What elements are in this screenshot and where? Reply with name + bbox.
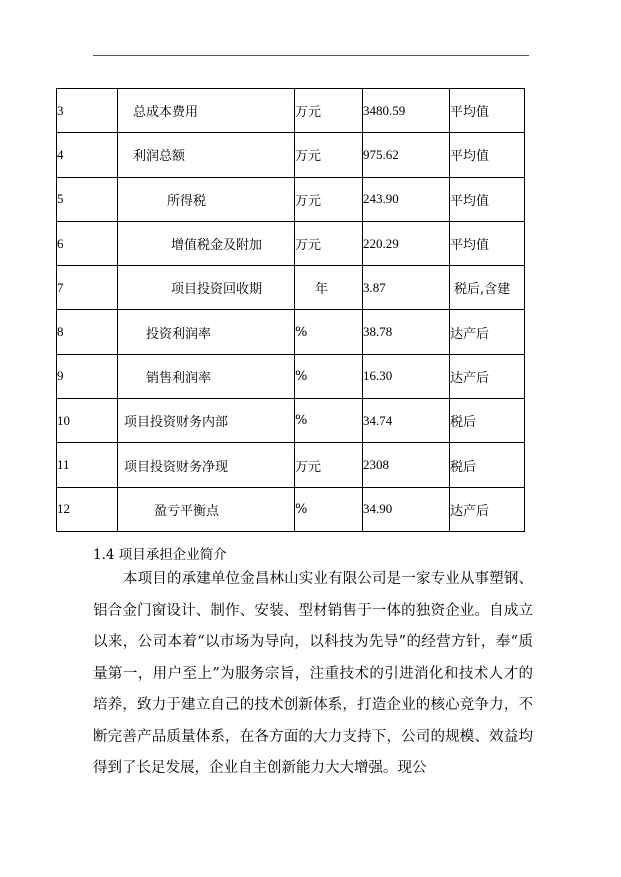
header-rule (93, 55, 529, 56)
row-number: 4 (57, 133, 118, 177)
table-row (57, 266, 525, 310)
note: 税后 (450, 399, 525, 443)
table-row (57, 310, 525, 354)
row-number: 3 (57, 89, 118, 133)
note: 达产后 (450, 310, 525, 354)
unit: % (295, 310, 363, 354)
table-row (57, 221, 525, 265)
unit: % (295, 354, 363, 398)
item-name: 利润总额 (118, 133, 295, 177)
note: 平均值 (450, 133, 525, 177)
unit: 万元 (295, 89, 363, 133)
item-name: 项目投资财务净现 (118, 443, 295, 487)
section-heading: 1.4 项目承担企业简介 (93, 547, 227, 563)
value: 3480.59 (363, 89, 450, 133)
note: 税后,含建 (450, 266, 525, 310)
body-paragraph: 本项目的承建单位金昌林山实业有限公司是一家专业从事塑钢、铝合金门窗设计、制作、安装、型材销售于一体的独资企业。自成立以来，公司本着“以市场为导向，以科技为先导”的经营方针，奉“质量第一，用户至上”为服务宗旨，注重技术的引进消化和技术人才的培养，致力于建立自己的技术创新体系，打造企业的核心竞争力，不断完善产品质量体系，在各方面的大力支持下，公司的规模、效益均得到了长足发展，企业自主创新能力大大增强。现公 (93, 571, 533, 776)
value: 243.90 (363, 177, 450, 221)
value: 34.90 (363, 487, 450, 531)
table-row (57, 133, 525, 177)
value: 2308 (363, 443, 450, 487)
row-number: 9 (57, 354, 118, 398)
unit: 万元 (295, 443, 363, 487)
row-number: 11 (57, 443, 118, 487)
table-row (57, 177, 525, 221)
value: 38.78 (363, 310, 450, 354)
row-number: 7 (57, 266, 118, 310)
table-row (57, 354, 525, 398)
unit: 万元 (295, 177, 363, 221)
row-number: 8 (57, 310, 118, 354)
row-number: 6 (57, 221, 118, 265)
note: 平均值 (450, 221, 525, 265)
item-name: 销售利润率 (118, 354, 295, 398)
unit: % (295, 399, 363, 443)
unit: 万元 (295, 221, 363, 265)
item-name: 投资利润率 (118, 310, 295, 354)
item-name: 项目投资财务内部 (118, 399, 295, 443)
note: 达产后 (450, 487, 525, 531)
note: 平均值 (450, 177, 525, 221)
item-name: 所得税 (118, 177, 295, 221)
item-name: 增值税金及附加 (118, 221, 295, 265)
value: 16.30 (363, 354, 450, 398)
indicator-table (56, 88, 525, 532)
unit: 万元 (295, 133, 363, 177)
item-name: 盈亏平衡点 (118, 487, 295, 531)
value: 975.62 (363, 133, 450, 177)
value: 3.87 (363, 266, 450, 310)
row-number: 10 (57, 399, 118, 443)
note: 达产后 (450, 354, 525, 398)
note: 平均值 (450, 89, 525, 133)
unit: 年 (295, 266, 363, 310)
note: 税后 (450, 443, 525, 487)
item-name: 项目投资回收期 (118, 266, 295, 310)
table-row (57, 443, 525, 487)
row-number: 5 (57, 177, 118, 221)
value: 220.29 (363, 221, 450, 265)
table-row (57, 399, 525, 443)
value: 34.74 (363, 399, 450, 443)
table-row (57, 487, 525, 531)
unit: % (295, 487, 363, 531)
row-number: 12 (57, 487, 118, 531)
item-name: 总成本费用 (118, 89, 295, 133)
table-row (57, 89, 525, 133)
